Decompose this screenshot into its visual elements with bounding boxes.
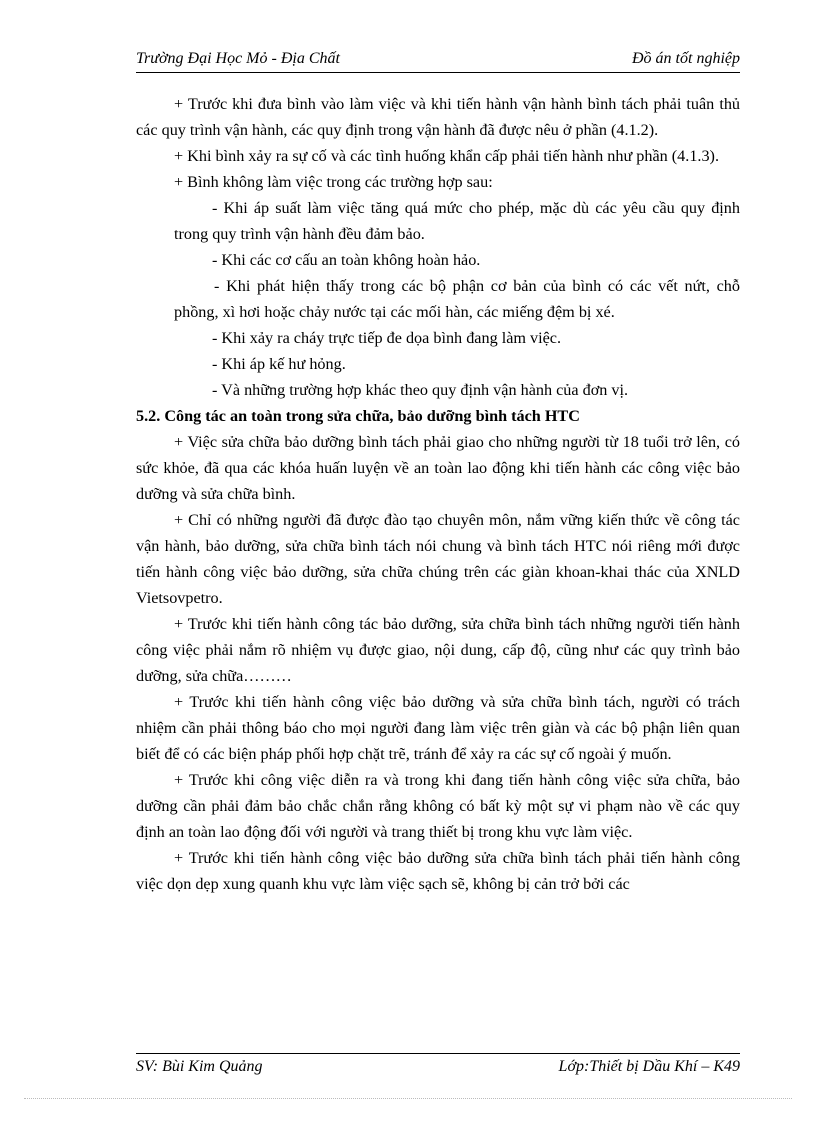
header-doc-type: Đồ án tốt nghiệp: [632, 50, 740, 67]
list-item-fire: - Khi xảy ra cháy trực tiếp đe dọa bình đang làm việc.: [212, 329, 562, 347]
list-item-gauge: - Khi áp kế hư hỏng.: [212, 355, 346, 373]
paragraph-repair-staff: + Việc sửa chữa bảo dưỡng bình tách phải giao cho những người từ 18 tuổi trở lên, có sức khỏe, đã qua các khóa huấn luyện về an toàn lao động khi tiến hành các công việc bảo dưỡng và sửa chữa bình.: [136, 433, 740, 503]
header-school: Trường Đại Học Mỏ - Địa Chất: [136, 50, 340, 67]
paragraph-cleanup: + Trước khi tiến hành công việc bảo dưỡng sửa chữa bình tách phải tiến hành công việc dọn dẹp xung quanh khu vực làm việc sạch sẽ, không bị cản trở bởi các: [136, 849, 740, 893]
page-footer: [136, 1053, 740, 1080]
paragraph-emergency: + Khi bình xảy ra sự cố và các tình huống khẩn cấp phải tiến hành như phần (4.1.3).: [174, 147, 719, 165]
footer-class: Lớp:Thiết bị Dầu Khí – K49: [558, 1058, 740, 1075]
list-item-safety-devices: - Khi các cơ cấu an toàn không hoàn hảo.: [212, 251, 481, 269]
section-heading: 5.2. Công tác an toàn trong sửa chữa, bảo dưỡng bình tách HTC: [136, 407, 580, 425]
page-header: [136, 48, 740, 73]
paragraph-operation-rules: + Trước khi đưa bình vào làm việc và khi tiến hành vận hành bình tách phải tuân thủ các quy trình vận hành, các quy định trong vận hành đã được nêu ở phần (4.1.2).: [136, 95, 740, 139]
list-item-cracks: - Khi phát hiện thấy trong các bộ phận cơ bản của bình có các vết nứt, chỗ phồng, xì hơi hoặc chảy nước tại các mối hàn, các miếng đệm bị xé.: [174, 277, 740, 321]
list-item-overpressure: - Khi áp suất làm việc tăng quá mức cho phép, mặc dù các yêu cầu quy định trong quy trình vận hành đều đảm bảo.: [174, 199, 740, 243]
paragraph-before-maintenance: + Trước khi tiến hành công tác bảo dưỡng, sửa chữa bình tách những người tiến hành công việc phải nắm rõ nhiệm vụ được giao, nội dung, cấp độ, cũng như các quy trình bảo dưỡng, sửa chữa………: [136, 615, 740, 685]
paragraph-notification: + Trước khi tiến hành công việc bảo dưỡng và sửa chữa bình tách, người có trách nhiệm cần phải thông báo cho mọi người đang làm việc trên giàn và các bộ phận liên quan biết để có các biện pháp phối hợp chặt trẽ, tránh để xảy ra các sự cố ngoài ý muốn.: [136, 693, 740, 763]
paragraph-not-working-intro: + Bình không làm việc trong các trường hợp sau:: [174, 173, 493, 191]
footer-student: SV: Bùi Kim Quảng: [136, 1058, 263, 1075]
page-break-divider: [24, 1098, 792, 1099]
body-text: [136, 91, 740, 897]
paragraph-safety-compliance: + Trước khi công việc diễn ra và trong khi đang tiến hành công việc sửa chữa, bảo dưỡng cần phải đảm bảo chắc chắn rằng không có bất kỳ một sự vi phạm nào về các quy định an toàn lao động đối với người và trang thiết bị trong khu vực làm việc.: [136, 771, 740, 841]
paragraph-trained-staff: + Chỉ có những người đã được đào tạo chuyên môn, nắm vững kiến thức về công tác vận hành, bảo dưỡng, sửa chữa bình tách nói chung và bình tách HTC nói riêng mới được tiến hành công việc bảo dưỡng, sửa chữa chúng trên các giàn khoan-khai thác của XNLD Vietsovpetro.: [136, 511, 740, 607]
list-item-other-cases: - Và những trường hợp khác theo quy định vận hành của đơn vị.: [212, 381, 629, 399]
